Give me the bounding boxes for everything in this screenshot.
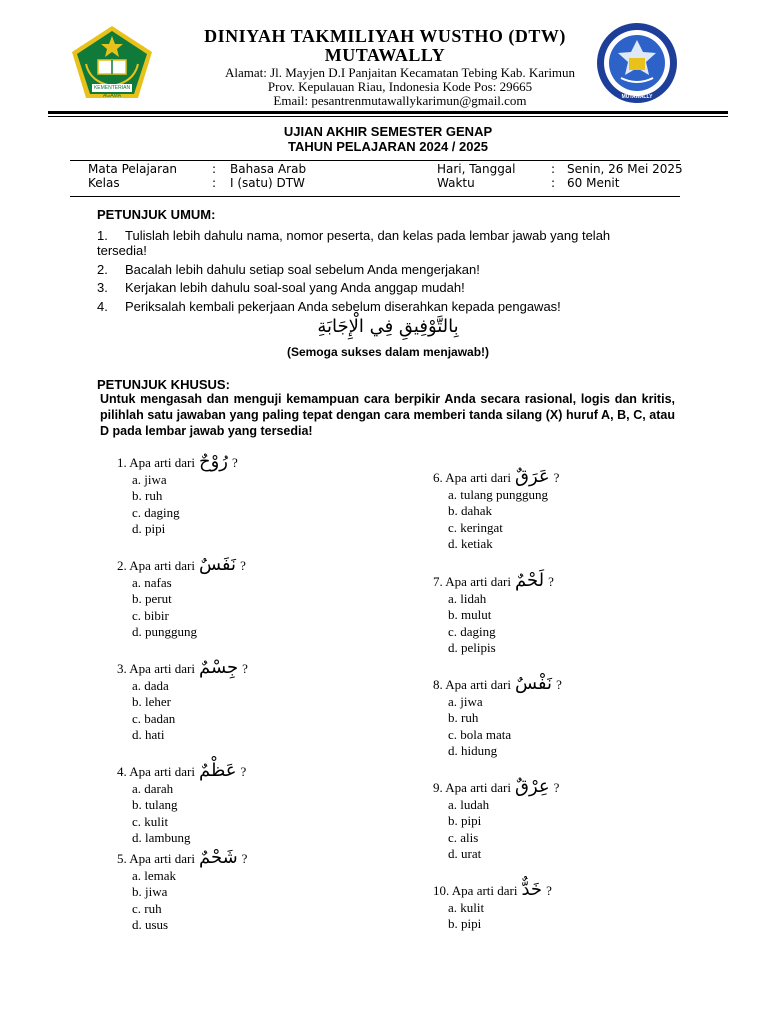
answer-option: c. bibir [132,607,169,623]
answer-option: a. lemak [132,868,177,883]
answer-option: c. badan [132,710,176,726]
instruction-num: 2. [97,262,108,277]
meta-value-subject: Bahasa Arab [230,162,307,176]
question-6 [433,466,560,487]
answer-option: b. ruh [132,488,163,504]
question-prompt: 6. Apa arti dari [433,470,511,485]
answer-option: c. ruh [132,900,162,916]
arabic-blessing: بِالتَّوْفِيقِ فِي الْإِجَابَةِ [317,316,459,337]
arabic-word: جِسْمٌ [198,657,239,678]
answer-option: b. ruh [448,710,479,726]
answer-option: b. dahak [448,503,493,519]
answer-option: d. lambung [132,829,191,845]
question-prompt: 7. Apa arti dari [433,574,511,589]
answer-option: c. keringat [448,519,503,535]
meta-colon: : [551,176,556,190]
instruction-text-cont: tersedia! [97,243,147,258]
general-instructions-heading: PETUNJUK UMUM: [97,207,216,222]
meta-top-rule [70,160,680,161]
meta-label-time: Waktu [437,176,475,190]
answer-option: b. tulang [132,797,178,813]
answer-option: a. nafas [132,575,172,590]
school-name-line2: MUTAWALLY [324,45,446,65]
meta-colon: : [551,162,556,176]
question-mark: ? [240,558,246,573]
question-2 [117,554,246,575]
answer-option: a. jiwa [132,472,167,487]
question-7 [433,570,554,591]
question-mark: ? [553,780,560,795]
instruction-text: Kerjakan lebih dahulu soal-soal yang Anda anggap mudah! [125,280,465,295]
answer-option: d. ketiak [448,535,493,551]
email-line: Email: pesantrenmutawallykarimun@gmail.com [273,93,527,108]
header-rule [48,111,728,114]
arabic-word: شَحْمٌ [198,847,238,868]
answer-option: a. ludah [448,797,490,812]
question-mark: ? [546,883,552,898]
kemenag-logo [68,24,156,100]
answer-option: b. pipi [448,813,482,829]
question-mark: ? [232,455,238,470]
question-mark: ? [548,574,554,589]
meta-value-time: 60 Menit [567,176,620,190]
arabic-word: عَظْمٌ [198,760,237,781]
answer-option: b. leher [132,694,171,710]
question-mark: ? [553,470,560,485]
answer-option: a. jiwa [448,694,483,709]
question-1 [117,451,238,472]
question-3 [117,657,248,678]
meta-label-subject: Mata Pelajaran [88,162,178,176]
instruction-text: Periksalah kembali pekerjaan Anda sebelum diserahkan kepada pengawas! [125,299,561,314]
question-prompt: 4. Apa arti dari [117,764,195,779]
instruction-num: 3. [97,280,108,295]
answer-option: a. lidah [448,591,487,606]
question-mark: ? [242,661,248,676]
question-5 [117,847,248,868]
arabic-word: نَفَسٌ [198,554,237,575]
exam-year: TAHUN PELAJARAN 2024 / 2025 [288,139,488,154]
answer-option: d. hidung [448,742,498,758]
good-luck-text: (Semoga sukses dalam menjawab!) [286,345,490,359]
header-rule-thin [48,116,728,117]
question-prompt: 1. Apa arti dari [117,455,195,470]
answer-option: b. pipi [448,916,482,932]
question-prompt: 10. Apa arti dari [433,883,518,898]
meta-colon: : [212,176,217,190]
question-prompt: 3. Apa arti dari [117,661,195,676]
answer-option: d. pipi [132,520,166,536]
instruction-text: Tulislah lebih dahulu nama, nomor peserta, dan kelas pada lembar jawab yang telah [125,228,611,243]
question-9 [433,776,560,797]
answer-option: b. mulut [448,607,492,623]
special-instructions-heading: PETUNJUK KHUSUS: [97,377,230,392]
arabic-word: نَفْسٌ [514,673,553,694]
question-prompt: 5. Apa arti dari [117,851,195,866]
answer-option: b. jiwa [132,884,168,900]
meta-label-class: Kelas [88,176,120,190]
question-8 [433,673,562,694]
meta-bottom-rule [70,196,680,197]
question-prompt: 9. Apa arti dari [433,780,511,795]
meta-value-class: I (satu) DTW [230,176,305,190]
left-logo-text: KEMENTERIAN AGAMA [93,85,131,99]
question-mark: ? [240,764,247,779]
arabic-word: عَرَقٌ [514,466,550,487]
question-4 [117,760,247,781]
answer-option: c. bola mata [448,726,512,742]
question-prompt: 8. Apa arti dari [433,677,511,692]
right-logo-text: MUTAWALLY [621,94,653,100]
arabic-word: خَدٌّ [521,879,543,900]
answer-option: a. kulit [448,900,485,915]
instruction-num: 4. [97,299,108,314]
arabic-word: رُوْحٌ [198,451,228,472]
question-mark: ? [241,851,248,866]
instruction-text: Bacalah lebih dahulu setiap soal sebelum Anda mengerjakan! [125,262,480,277]
question-mark: ? [556,677,562,692]
question-prompt: 2. Apa arti dari [117,558,195,573]
special-instructions-text: Untuk mengasah dan menguji kemampuan cara berpikir Anda secara rasional, logis dan kritis, pilihlah satu jawaban yang paling tepat dengan cara memberi tanda silang (X) huruf A, B, C, atau D pada lembar jawab yang tersedia! [100,392,675,438]
answer-option: d. hati [132,726,165,742]
answer-option: d. pelipis [448,639,496,655]
answer-option: a. dada [132,678,169,693]
arabic-word: لَحْمٌ [514,570,545,591]
school-name-line1: DINIYAH TAKMILIYAH WUSTHO (DTW) [204,26,566,46]
answer-option: a. tulang punggung [448,487,549,502]
meta-value-date: Senin, 26 Mei 2025 [567,162,683,176]
mutawally-logo [596,22,678,104]
answer-option: b. perut [132,591,172,607]
answer-option: c. alis [448,829,479,845]
answer-option: d. punggung [132,623,197,639]
question-10 [433,879,552,900]
address-line2: Prov. Kepulauan Riau, Indonesia Kode Pos: 29665 [267,79,533,94]
answer-option: c. kulit [132,813,169,829]
instruction-num: 1. [97,228,108,243]
address-line1: Alamat: Jl. Mayjen D.I Panjaitan Kecamatan Tebing Kab. Karimun [224,65,576,80]
answer-option: c. daging [448,623,496,639]
arabic-word: عِرْقٌ [514,776,550,797]
answer-option: a. darah [132,781,174,796]
exam-title: UJIAN AKHIR SEMESTER GENAP [283,124,493,139]
meta-label-date: Hari, Tanggal [437,162,516,176]
answer-option: d. usus [132,916,169,932]
answer-option: c. daging [132,504,180,520]
meta-colon: : [212,162,217,176]
answer-option: d. urat [448,845,482,861]
